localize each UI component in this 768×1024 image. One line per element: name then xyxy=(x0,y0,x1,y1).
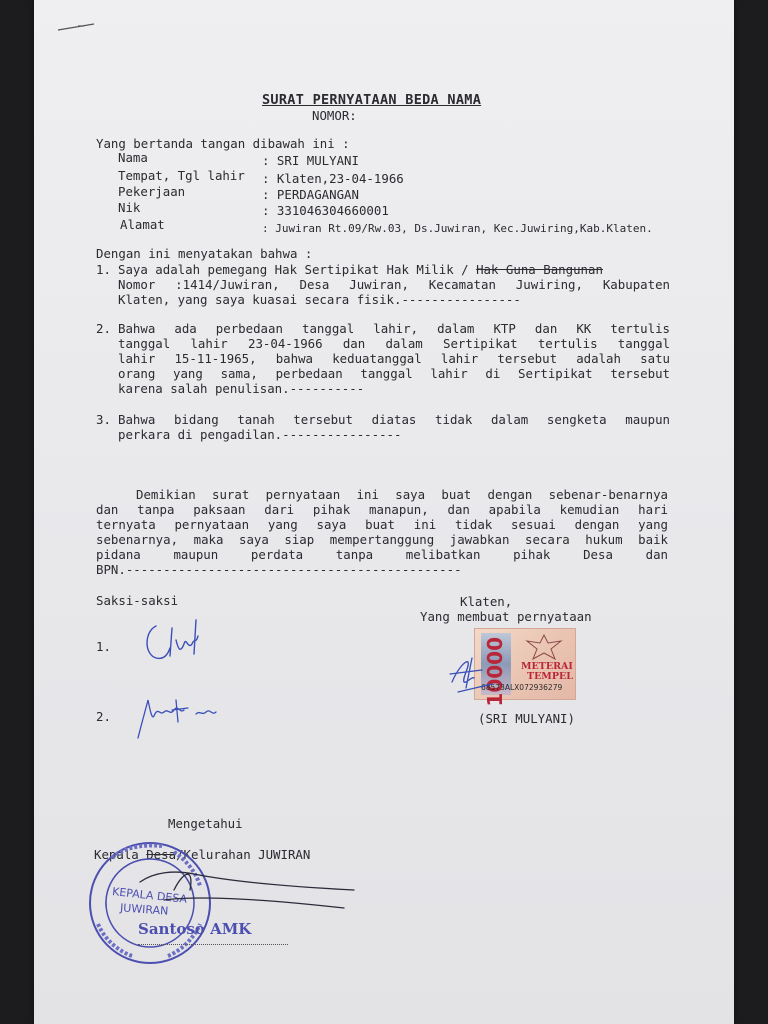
signature-line xyxy=(138,944,288,945)
stamp-inner-text-1: KEPALA DESA xyxy=(111,885,188,906)
village-head-suffix: /Kelurahan JUWIRAN xyxy=(176,847,311,862)
field-value-nik: : 331046304660001 xyxy=(262,203,389,218)
point-2-number: 2. xyxy=(96,321,111,336)
meterai-label-2: TEMPEL xyxy=(527,671,573,682)
document-number: NOMOR: xyxy=(312,108,357,123)
point-1-line-1 xyxy=(118,262,603,277)
point-3-line-1: Bahwa bidang tanah tersebut diatas tidak dalam sengketa maupun xyxy=(118,412,670,427)
point-1-line-3: Klaten, yang saya kuasai secara fisik.---------------- xyxy=(118,292,521,307)
witness-2-number: 2. xyxy=(96,709,111,724)
point-3-line-2: perkara di pengadilan.---------------- xyxy=(118,427,402,442)
field-label-address: Alamat xyxy=(120,217,165,232)
field-label-job: Pekerjaan xyxy=(118,184,186,199)
witness-2-signature xyxy=(132,692,232,742)
closing-line-1: Demikian surat pernyataan ini saya buat dengan sebenar-benarnya xyxy=(136,487,668,502)
point-2-line-2: tanggal lahir 23-04-1966 dan dalam Sertipikat tertulis tanggal xyxy=(118,336,670,351)
closing-line-4: sebenarnya, maka saya siap mempertanggung jawabkan secara hukum baik xyxy=(96,532,668,547)
village-head-struck: Desa xyxy=(146,847,177,862)
point-2-line-3: lahir 15-11-1965, bahwa keduatanggal lahir tersebut adalah satu xyxy=(118,351,670,366)
declarant-role: Yang membuat pernyataan xyxy=(420,609,592,624)
field-label-name: Nama xyxy=(118,150,148,165)
point-2-line-4: orang yang sama, perbedaan tanggal lahir di Sertipikat tersebut xyxy=(118,366,670,381)
intro-text: Yang bertanda tangan dibawah ini : xyxy=(96,136,350,151)
point-1-number: 1. xyxy=(96,262,111,277)
field-label-nik: Nik xyxy=(118,200,141,215)
acknowledge-label: Mengetahui xyxy=(168,816,243,831)
field-label-birth: Tempat, Tgl lahir xyxy=(118,168,245,183)
stamp-inner-text-2: JUWIRAN xyxy=(119,901,169,918)
garuda-emblem xyxy=(521,631,567,661)
corner-mark xyxy=(54,16,114,36)
document-page xyxy=(34,0,734,1024)
field-value-birth: : Klaten,23-04-1966 xyxy=(262,171,404,186)
point-2-line-1: Bahwa ada perbedaan tanggal lahir, dalam KTP dan KK tertulis xyxy=(118,321,670,336)
witness-1-number: 1. xyxy=(96,639,111,654)
point-2-line-5: karena salah penulisan.---------- xyxy=(118,381,365,396)
witnesses-label: Saksi-saksi xyxy=(96,593,179,608)
field-value-job: : PERDAGANGAN xyxy=(262,187,359,202)
declare-text: Dengan ini menyatakan bahwa : xyxy=(96,246,313,261)
village-head-signature xyxy=(134,860,364,920)
declarant-name: (SRI MULYANI) xyxy=(478,711,575,726)
point-3-number: 3. xyxy=(96,412,111,427)
meterai-label-1: METERAI xyxy=(521,661,573,672)
field-value-name: : SRI MULYANI xyxy=(262,153,359,168)
point-1-text: Saya adalah pemegang Hak Sertipikat Hak Milik / xyxy=(118,262,469,277)
point-1-line-2: Nomor :1414/Juwiran, Desa Juwiran, Kecamatan Juwiring, Kabupaten xyxy=(118,277,670,292)
village-head-prefix: Kepala xyxy=(94,847,147,862)
witness-1-signature xyxy=(138,614,208,664)
declarant-signature xyxy=(442,648,502,698)
place-text: Klaten, xyxy=(460,594,513,609)
meterai-serial: 68573ALX072936279 xyxy=(481,683,563,692)
closing-line-3: ternyata pernyataan yang saya buat ini tidak sesuai dengan yang xyxy=(96,517,668,532)
field-value-address: : Juwiran Rt.09/Rw.03, Ds.Juwiran, Kec.Juwiring,Kab.Klaten. xyxy=(262,222,653,235)
closing-line-5: pidana maupun perdata tanpa melibatkan pihak Desa dan xyxy=(96,547,668,562)
document-title: SURAT PERNYATAAN BEDA NAMA xyxy=(262,92,482,108)
closing-line-2: dan tanpa paksaan dari pihak manapun, dan apabila kemudian hari xyxy=(96,502,668,517)
village-head-name: Santoso AMK xyxy=(138,920,252,938)
meterai-amount: 10000 xyxy=(483,637,507,707)
closing-line-6: BPN.--------------------------------------------- xyxy=(96,562,462,577)
point-1-struck-text: Hak Guna Bangunan xyxy=(476,262,603,277)
